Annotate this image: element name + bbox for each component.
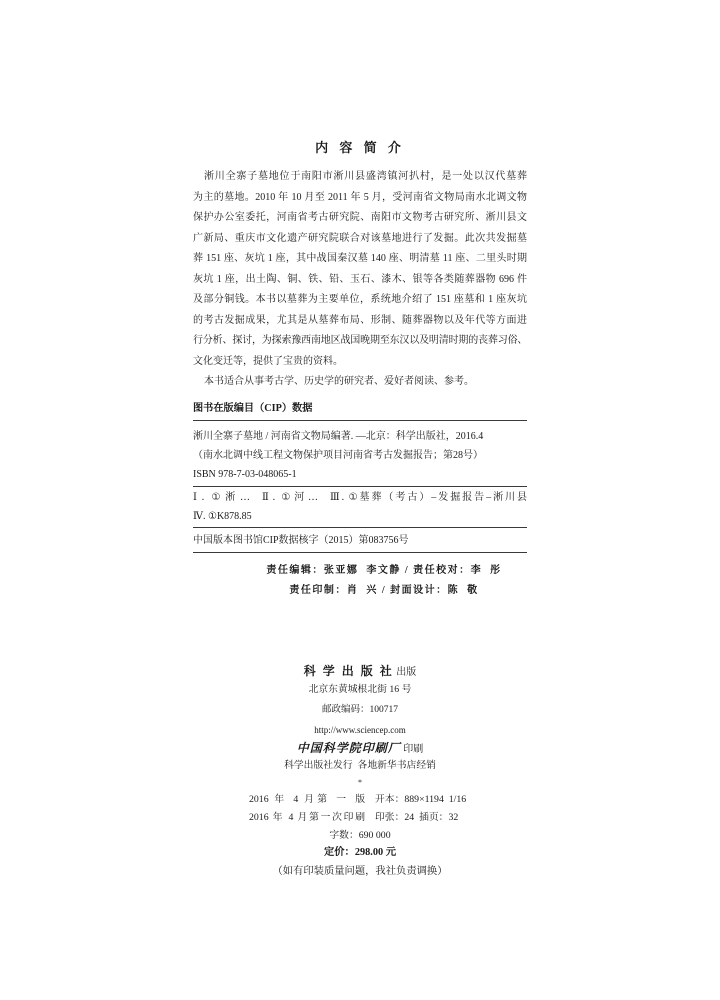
classification-row [193, 488, 527, 507]
postcode: 邮政编码：100717 [321, 705, 398, 715]
summary-line: 及部分铜钱。本书以墓葬为主要单位，系统地介绍了 151 座墓和 1 座灰坑 [193, 294, 527, 305]
distribution-line: 科学出版社发行 各地新华书店经销 [284, 760, 436, 771]
summary-line: 行分析、探讨，为探索豫西南地区战国晚期至东汉以及明清时期的丧葬习俗、 [193, 335, 527, 346]
summary-line: 灰坑 1 座，出土陶、铜、铁、铅、玉石、漆木、银等各类随葬器物 696 件 [193, 273, 527, 285]
quality-notice: （如有印装质量问题，我社负责调换） [272, 866, 448, 877]
printer-logo: 中国科学院印刷厂 [296, 741, 401, 755]
summary-audience-line: 本书适合从事考古学、历史学的研究者、爱好者阅读、参考。 [204, 376, 474, 387]
printer-action: 印刷 [403, 744, 424, 755]
publisher-line [0, 664, 720, 680]
summary-line: 葬 151 座、灰坑 1 座，其中战国秦汉墓 140 座、明清墓 11 座、二里头时期 [193, 253, 527, 264]
classification-item: Ⅳ. ①K878.85 [193, 510, 252, 522]
price: 定价：298.00 元 [323, 847, 397, 858]
edition-row [249, 793, 489, 807]
printing-row [249, 811, 489, 825]
summary-text [193, 167, 527, 393]
summary-line: 保护办公室委托，河南省考古研究院、南阳市文物考古研究所、淅川县文 [193, 212, 527, 223]
cip-rule [193, 420, 527, 421]
cip-title-line: 淅川全寨子墓地 / 河南省文物局编著. —北京：科学出版社，2016.4 [193, 430, 484, 442]
publisher-logo: 科 学 出 版 社 [303, 664, 394, 678]
sheet-info: 印张：24 插页：32 [375, 812, 459, 823]
summary-line: 淅川全寨子墓地位于南阳市淅川县盛湾镇河扒村，是一处以汉代墓葬 [204, 171, 527, 182]
separator-star: * [358, 778, 362, 787]
summary-line: 为主的墓地。2010 年 10 月至 2011 年 5 月，受河南省文物局南水北调文物 [193, 191, 527, 203]
cip-rule [193, 527, 527, 528]
cip-verification-number: 中国版本图书馆CIP数据核字（2015）第083756号 [193, 534, 409, 546]
publisher-action: 出版 [396, 667, 417, 678]
staff-credits [234, 561, 534, 601]
cip-entry [193, 427, 527, 484]
classification-item: Ⅲ. ①墓葬（考古）–发掘报告–淅川县 [330, 491, 527, 503]
printer-line [0, 741, 720, 757]
page-title: 内 容 简 介 [315, 140, 405, 155]
classification-item: Ⅱ. ①河… [262, 491, 318, 503]
summary-line: 的考古发掘成果，尤其是从墓葬布局、形制、随葬器物以及年代等方面进 [193, 314, 527, 326]
publisher-address: 北京东黄城根北街 16 号 [308, 684, 412, 695]
printing-date: 2016 年 4 月第一次印刷 [249, 812, 365, 823]
cip-classification [193, 488, 527, 526]
edition-date: 2016 年 4 月第 一 版 [249, 794, 365, 805]
classification-item: Ⅰ. ①淅… [193, 491, 250, 503]
credit-line: 责任编辑：张亚娜 李文静 / 责任校对：李 彤 [266, 565, 502, 576]
format-info: 开本：889×1194 1/16 [375, 794, 467, 805]
website: http://www.sciencep.com [314, 725, 406, 735]
cip-isbn-line: ISBN 978-7-03-048065-1 [193, 468, 297, 480]
cip-rule [193, 552, 527, 553]
summary-line: 文化变迁等，提供了宝贵的资料。 [193, 355, 343, 367]
word-count: 字数：690 000 [329, 830, 391, 841]
cip-heading: 图书在版编目（CIP）数据 [193, 403, 313, 414]
cip-series-line: （南水北调中线工程文物保护项目河南省考古发掘报告；第28号） [193, 449, 483, 461]
summary-line: 广新局、重庆市文化遗产研究院联合对该墓地进行了发掘。此次共发掘墓 [193, 232, 527, 244]
credit-line: 责任印制：肖 兴 / 封面设计：陈 敬 [289, 585, 479, 596]
